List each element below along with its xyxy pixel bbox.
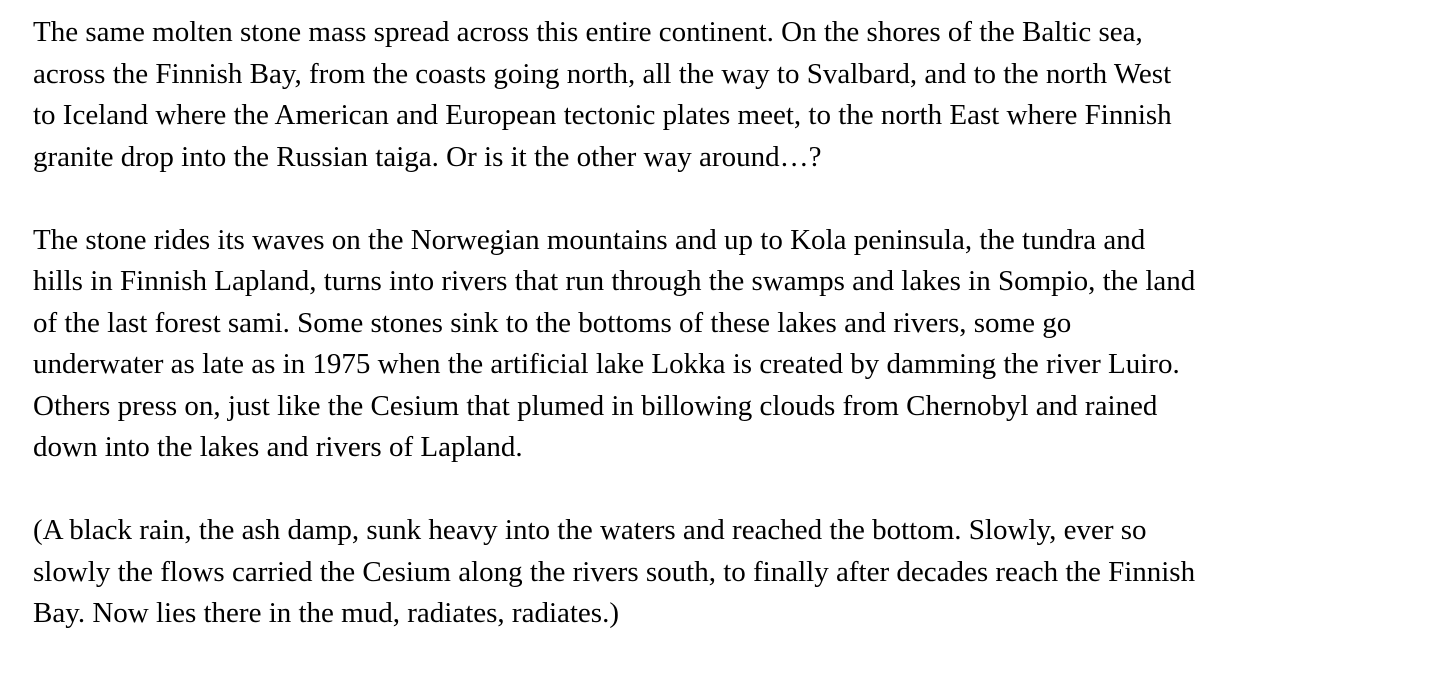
paragraph-3 xyxy=(33,510,1393,635)
text-line: (A black rain, the ash damp, sunk heavy into the waters and reached the bottom. Slowly, ever so xyxy=(33,514,1147,546)
paragraph-2 xyxy=(33,220,1393,469)
text-line: of the last forest sami. Some stones sink to the bottoms of these lakes and rivers, some go xyxy=(33,306,1072,339)
text-line: underwater as late as in 1975 when the artificial lake Lokka is created by damming the river Luiro. xyxy=(33,348,1180,380)
text-line: across the Finnish Bay, from the coasts going north, all the way to Svalbard, and to the north West xyxy=(33,57,1172,90)
text-line: Others press on, just like the Cesium that plumed in billowing clouds from Chernobyl and rained xyxy=(33,389,1158,422)
text-line: slowly the flows carried the Cesium along the rivers south, to finally after decades reach the Finnish xyxy=(33,555,1196,588)
text-line: down into the lakes and rivers of Lapland. xyxy=(33,431,523,463)
text-line: granite drop into the Russian taiga. Or is it the other way around…? xyxy=(33,140,822,173)
text-line: Bay. Now lies there in the mud, radiates, radiates.) xyxy=(33,597,619,629)
document-body xyxy=(33,12,1393,676)
paragraph-1 xyxy=(33,12,1393,178)
text-line: hills in Finnish Lapland, turns into rivers that run through the swamps and lakes in Sompio, the land xyxy=(33,265,1196,297)
text-line: The stone rides its waves on the Norwegian mountains and up to Kola peninsula, the tundra and xyxy=(33,223,1146,256)
text-line: to Iceland where the American and European tectonic plates meet, to the north East where Finnish xyxy=(33,99,1172,131)
text-line: The same molten stone mass spread across this entire continent. On the shores of the Baltic sea, xyxy=(33,16,1143,48)
